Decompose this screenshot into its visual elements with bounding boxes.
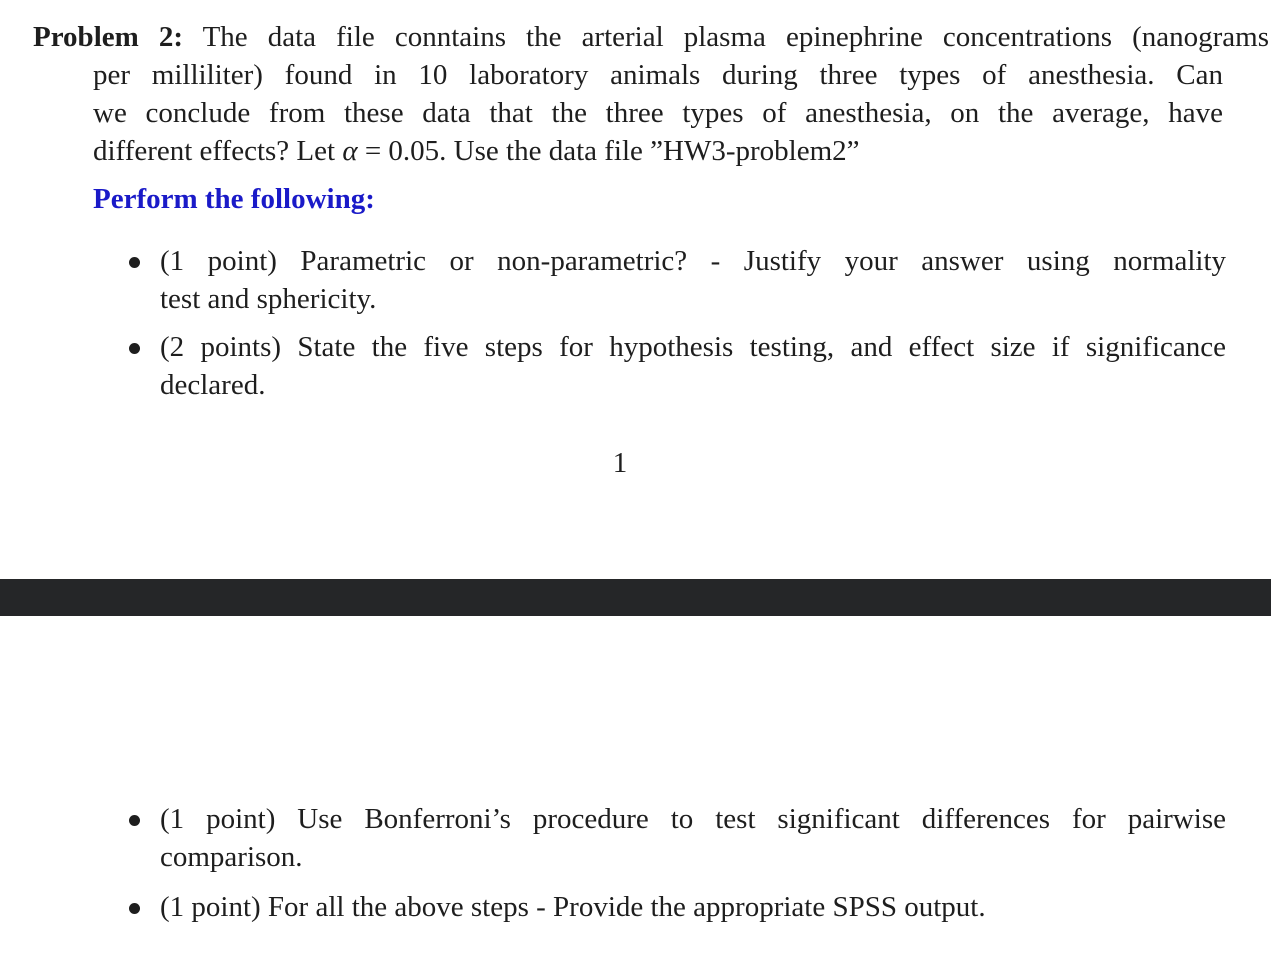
problem-line-4-prefix: different effects? Let [93,135,343,167]
task-item [126,242,1226,318]
problem-line-4-suffix: = 0.05. Use the data file ”HW3-problem2” [357,135,860,167]
task-line: (1 point) Use Bonferroni’s procedure to test significant differences for pairwise [160,803,1226,835]
task-item [126,328,1226,404]
page-separator [0,579,1271,616]
bullet-icon [129,343,140,354]
problem-label: Problem 2: [33,21,184,53]
problem-line-2: per milliliter) found in 10 laboratory animals during three types of anesthesia. Can [93,59,1223,91]
section-heading: Perform the following: [93,183,375,215]
alpha-symbol: α [342,135,358,167]
task-line: (1 point) Parametric or non-parametric? - Justify your answer using normality [160,245,1226,277]
task-line: declared. [160,369,266,401]
bullet-icon [129,257,140,268]
task-item [126,888,1226,926]
page-number: 1 [612,447,628,479]
task-list-top [126,242,1226,404]
bullet-icon [129,903,140,914]
bullet-icon [129,815,140,826]
task-line: (2 points) State the five steps for hypothesis testing, and effect size if significance [160,331,1226,363]
task-line: comparison. [160,841,303,873]
problem-line-4 [33,132,1269,170]
task-item [126,800,1226,876]
problem-line-3: we conclude from these data that the three types of anesthesia, on the average, have [93,97,1223,129]
task-list-bottom [126,800,1226,926]
problem-statement [33,18,1269,170]
task-line: test and sphericity. [160,283,377,315]
problem-line-1 [33,18,1269,56]
task-line: (1 point) For all the above steps - Provide the appropriate SPSS output. [160,891,986,923]
problem-text-line: The data file conntains the arterial plasma epinephrine concentrations (nanograms [202,21,1270,53]
